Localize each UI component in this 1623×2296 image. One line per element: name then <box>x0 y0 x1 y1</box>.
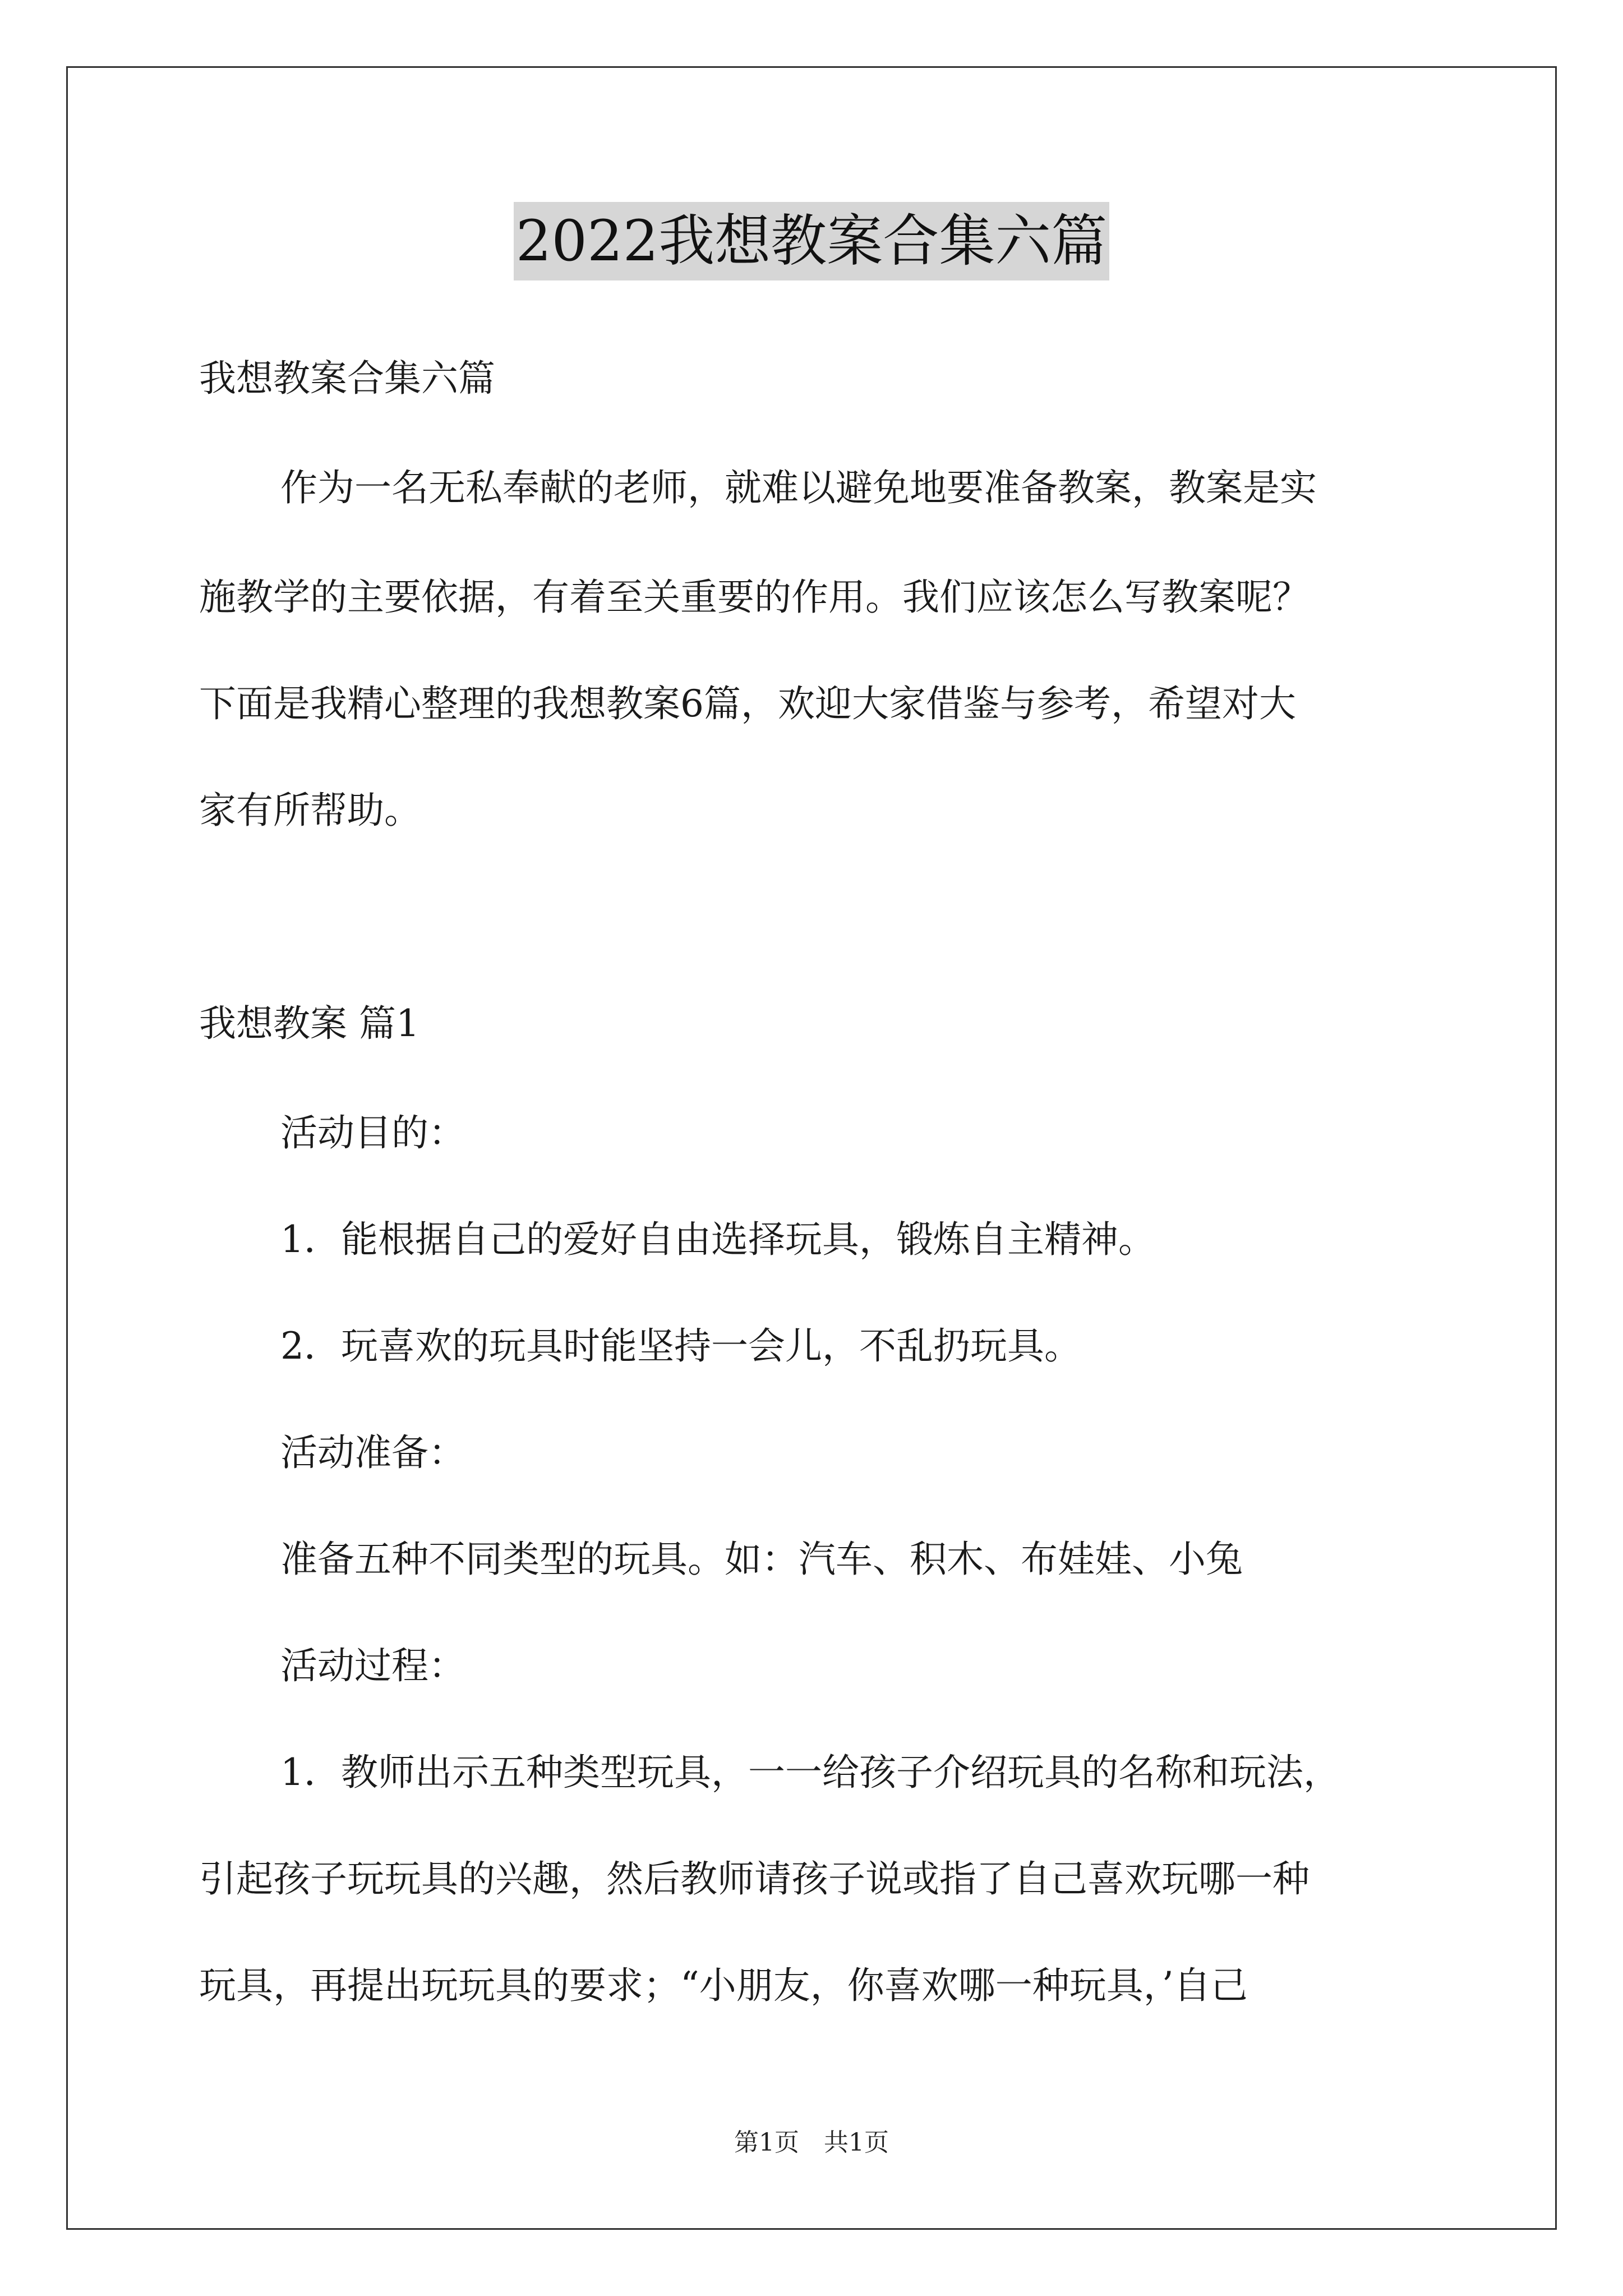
paragraph-line: 活动准备： <box>280 1431 465 1474</box>
paragraph-line: 1．教师出示五种类型玩具，一一给孩子介绍玩具的名称和玩法， <box>280 1751 1340 1794</box>
paragraph-line: 引起孩子玩玩具的兴趣，然后教师请孩子说或指了自己喜欢玩哪一种 <box>199 1857 1310 1901</box>
document-title: 2022我想教案合集六篇 <box>514 202 1110 280</box>
paragraph-line: 作为一名无私奉献的老师，就难以避免地要准备教案，教案是实 <box>280 466 1317 509</box>
paragraph-line: 玩具，再提出玩玩具的要求；“小朋友，你喜欢哪一种玩具，’自己 <box>199 1964 1248 2007</box>
paragraph-line: 1．能根据自己的爱好自由选择玩具，锻炼自主精神。 <box>280 1218 1155 1261</box>
paragraph-line: 下面是我精心整理的我想教案6篇，欢迎大家借鉴与参考，希望对大 <box>199 682 1296 725</box>
page-footer: 第1页 共1页 <box>734 2128 889 2157</box>
paragraph-line: 施教学的主要依据，有着至关重要的作用。我们应该怎么写教案呢？ <box>199 576 1310 619</box>
subtitle-line: 我想教案合集六篇 <box>199 357 495 400</box>
section-heading: 我想教案 篇1 <box>199 1002 419 1045</box>
paragraph-line: 家有所帮助。 <box>199 789 421 832</box>
paragraph-line: 2．玩喜欢的玩具时能坚持一会儿，不乱扔玩具。 <box>280 1324 1081 1368</box>
title-container <box>0 202 1623 280</box>
paragraph-line: 活动目的： <box>280 1111 465 1154</box>
paragraph-line: 活动过程： <box>280 1644 465 1687</box>
paragraph-line: 准备五种不同类型的玩具。如：汽车、积木、布娃娃、小兔 <box>280 1538 1243 1581</box>
